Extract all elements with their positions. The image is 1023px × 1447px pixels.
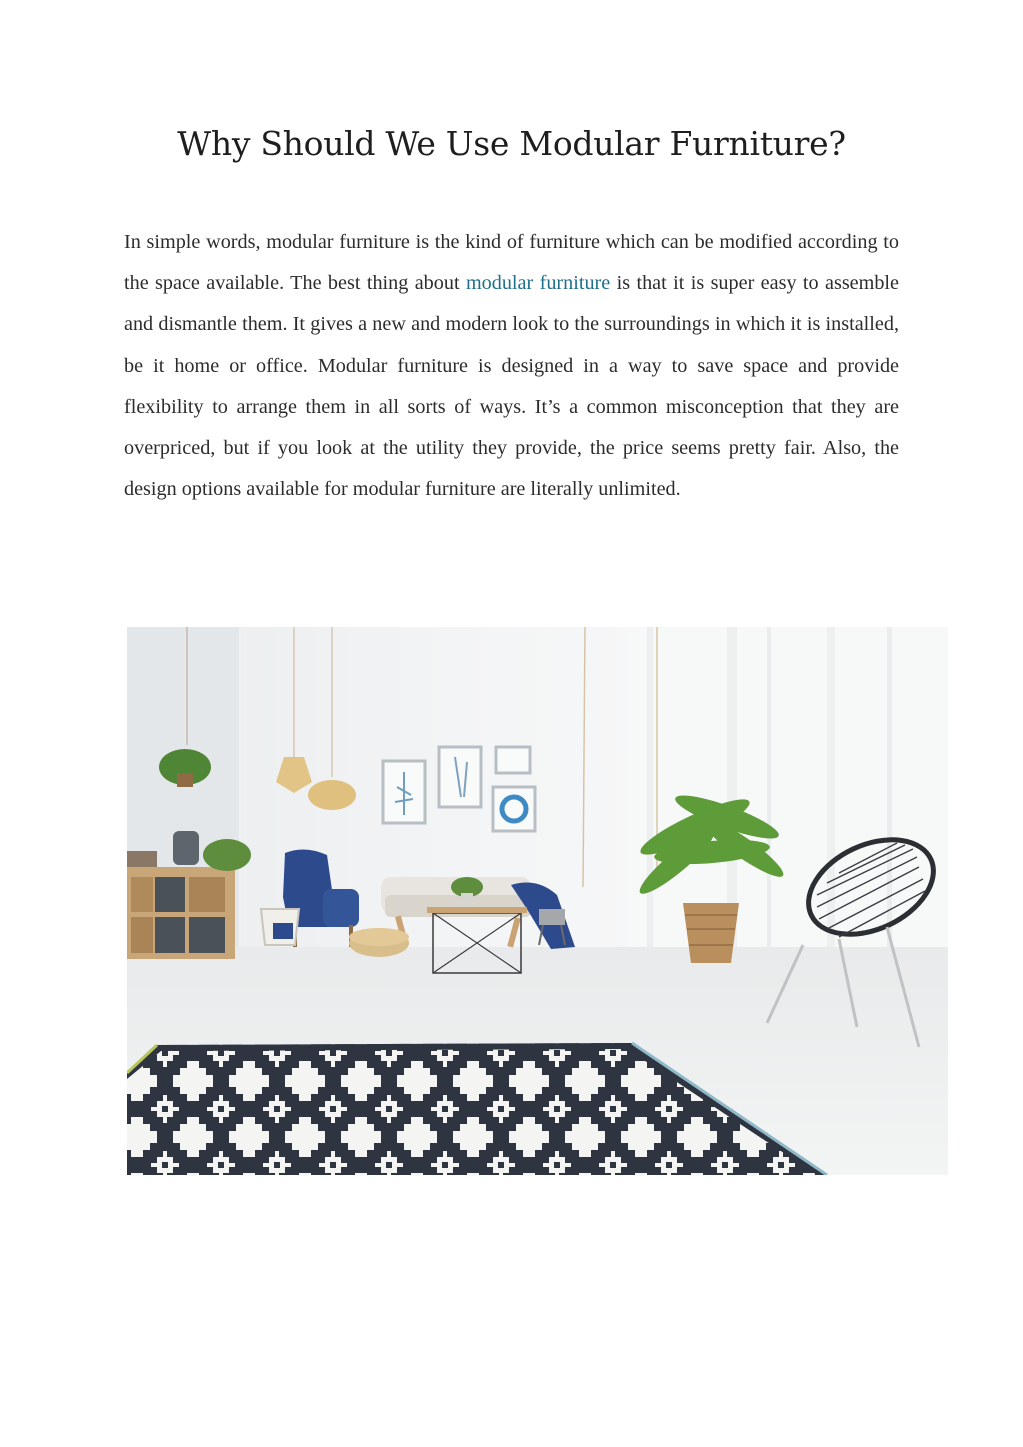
paragraph-text-start: In simple words, modular furniture is the kind of furniture which can be modified according to the space available. The best thing about — [124, 231, 899, 295]
modular-furniture-link[interactable]: modular furniture — [465, 272, 611, 295]
body-paragraph — [124, 222, 899, 510]
paragraph-text-end: is that it is super easy to assemble and dismantle them. It gives a new and modern look to the surroundings in which it is installed, be it home or office. Modular furniture is designed in a way to save space and provide flexibility to arrange them in all sorts of ways. It’s a common misconception that they are overpriced, but if you look at the utility they provide, the price seems pretty fair. Also, the design options available for modular furniture are literally unlimited. — [124, 272, 900, 501]
page-title: Why Should We Use Modular Furniture? — [177, 124, 846, 163]
living-room-photo — [127, 627, 948, 1175]
